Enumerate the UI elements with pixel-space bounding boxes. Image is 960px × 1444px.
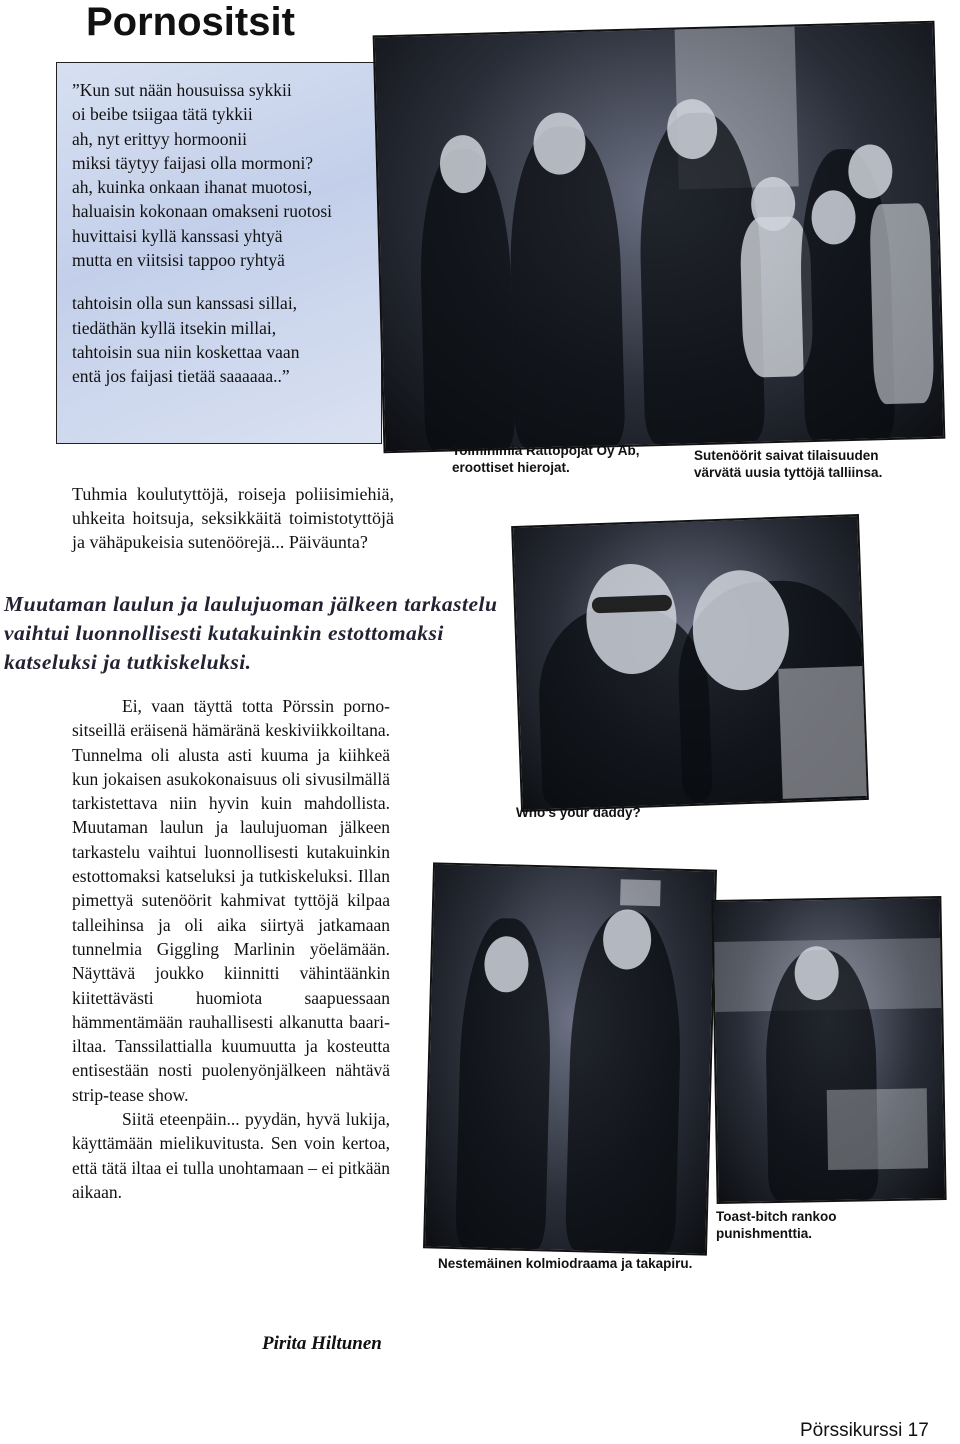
- page-title: Pornositsit: [86, 0, 295, 44]
- daddy-photo: [511, 514, 869, 812]
- poem-line: ah, nyt erittyy hormoonii: [72, 128, 247, 149]
- poem-line: tiedäthän kyllä itsekin millai,: [72, 317, 277, 338]
- body-paragraph: Siitä eteenpäin... pyydän, hyvä lukija, käyttämään mielikuvitusta. Sen voin kertoa, että tätä iltaa ei tulla unohtamaan – ei pitkään aikaan.: [72, 1109, 390, 1202]
- body-text: [72, 694, 390, 1204]
- poem-line: oi beibe tsiigaa tätä tykkii: [72, 104, 253, 125]
- author-name: Pirita Hiltunen: [262, 1333, 382, 1354]
- poem-line: ah, kuinka onkaan ihanat muotosi,: [72, 177, 313, 198]
- poem-line: ”Kun sut nään housuissa sykkii: [72, 80, 292, 100]
- poem-line: haluaisin kokonaan omakseni ruotosi: [72, 201, 333, 222]
- toast-photo: [711, 896, 946, 1204]
- caption-kolmiodraama: Nestemäinen kolmiodraama ja takapiru.: [438, 1256, 693, 1271]
- page-footer: Pörssikurssi 17: [800, 1420, 929, 1441]
- body-paragraph: Ei, vaan täyttä totta Pörssin porno-sitseillä eräisenä hämäränä keskiviikkoiltana. Tunnelma oli alusta asti kuuma ja kiihkeä kun jokaisen asukokonaisuus oli sivusilmällä tarkistettava niin hyvin kuin mahdollista. Muutaman laulun ja laulujuoman jälkeen tarkastelu vaihtui luonnollisesti kutakuinkin estottomaksi katseluksi ja tutkiskeluksi. Illan pimettyä sutenöörit kahmivat tyttöjä kilpaa talleihinsa ja oli aika siirtyä jatkamaan tunnelmia Giggling Marlinin yöelämään. Näyttävä joukko kiinnitti vähintäänkin kiitettävästi huomiota saapuessaan hämmentämään rauhallisesti alkanutta baari-iltaa. Tanssilattialla kuumuutta ja kosteutta entisestään nosti puolenyönjälkeen nähtävä strip-tease show.: [72, 696, 390, 1105]
- poem-line: mutta en viitsisi tappoo ryhtyä: [72, 250, 285, 271]
- caption-sutenoorit: Sutenöörit saivat tilaisuuden värvätä uusia tyttöjä talliinsa.: [694, 448, 883, 480]
- poem-line: tahtoisin sua niin koskettaa vaan: [72, 341, 300, 362]
- caption-toast: Toast-bitch rankoo punishmenttia.: [716, 1209, 837, 1241]
- kolmiodraama-photo: [423, 862, 717, 1255]
- poem-line: huvittaisi kyllä kanssasi yhtyä: [72, 225, 283, 246]
- poem-stanza-break: [72, 272, 372, 291]
- poem: [72, 78, 372, 389]
- group-photo: [373, 21, 946, 454]
- poem-line: miksi täytyy faijasi olla mormoni?: [72, 152, 314, 173]
- poem-line: tahtoisin olla sun kanssasi sillai,: [72, 293, 298, 314]
- poem-line: entä jos faijasi tietää saaaaaa..”: [72, 366, 290, 387]
- intro-paragraph: Tuhmia koulutyttöjä, roiseja poliisimiehiä, uhkeita hoitsuja, seksikkäitä toimistotyttöjä ja vähäpukeisia sutenöörejä... Päiväunta?: [72, 484, 394, 552]
- caption-daddy: Who’s your daddy?: [516, 805, 641, 820]
- pull-quote: Muutaman laulun ja laulujuoman jälkeen tarkastelu vaihtui luonnollisesti kutakuinkin estottomaksi katseluksi ja tutkiskeluksi.: [4, 592, 498, 674]
- caption-rattopojat: Toiminimia Rattopojat Oy Ab, eroottiset hierojat.: [452, 443, 640, 475]
